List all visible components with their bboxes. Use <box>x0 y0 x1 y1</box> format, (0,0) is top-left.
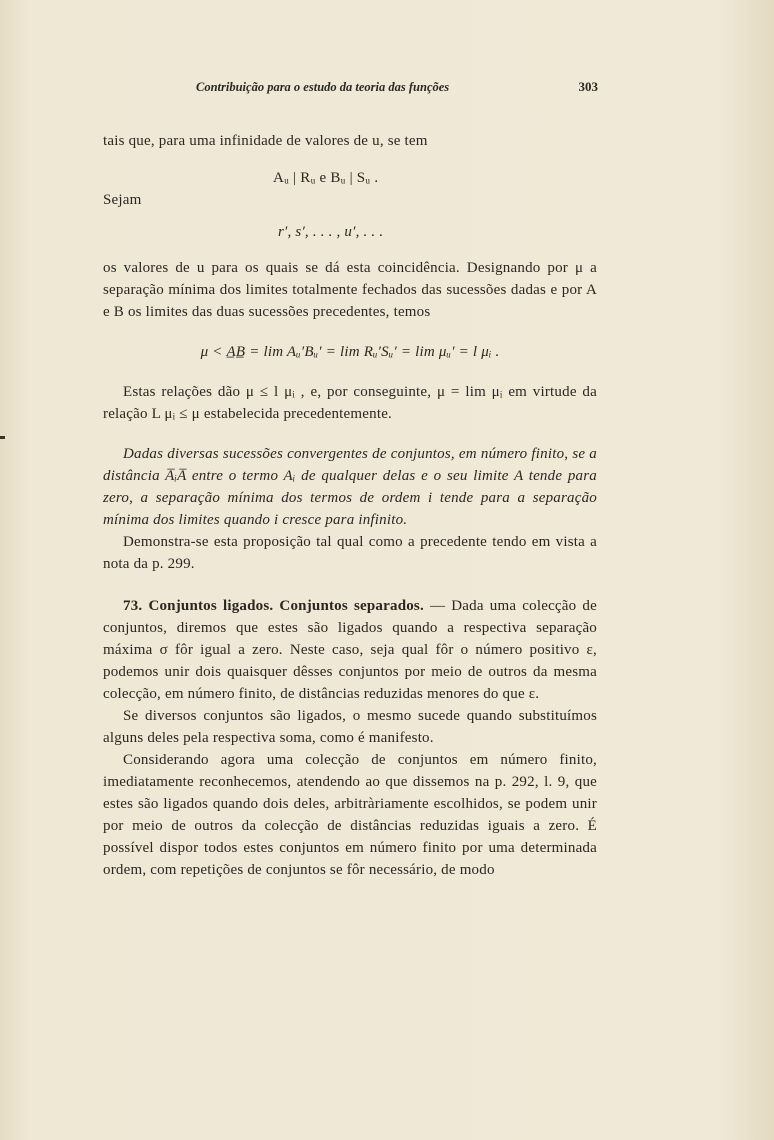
paragraph-demonstracao: Demonstra-se esta proposição tal qual como a precedente tendo em vista a nota da p. 299. <box>103 534 597 572</box>
spacer <box>103 243 597 257</box>
page-header <box>196 80 598 95</box>
page-edge-mark <box>0 436 5 439</box>
running-title: Contribuição para o estudo da teoria das funções <box>196 80 450 94</box>
theorem-statement: Dadas diversas sucessões convergentes de conjuntos, em número finito, se a distância A̅ᵢA̅ entre o termo Aᵢ de qualquer delas e o seu limite A tende para zero, a separação mínima dos termos de ordem i tende para a separação mínima dos limites quando i cresce para infinito. <box>103 446 597 528</box>
section-73 <box>103 595 597 705</box>
page-number: 303 <box>578 79 598 94</box>
paragraph-soma: Se diversos conjuntos são ligados, o mesmo sucede quando substituímos alguns deles pela respectiva soma, como é manifesto. <box>103 708 597 746</box>
section-text: — Dada uma colecção de conjuntos, diremos que estes são ligados quando a respectiva separação máxima σ fôr igual a zero. Neste caso, seja qual fôr o número positivo ε, podemos unir dois quaisquer dêsses conjuntos por meio de outros da mesma colecção, em número finito, de distâncias reduzidas menores do que ε. <box>103 598 597 702</box>
paragraph-relacoes: Estas relações dão μ ≤ l μᵢ , e, por conseguinte, μ = lim μᵢ em virtude da relação L μᵢ ≤ μ estabelecida precedentemente. <box>103 384 597 422</box>
formula-values: r′, s′, . . . , u′, . . . <box>278 224 384 240</box>
section-title: Conjuntos ligados. Conjuntos separados. <box>148 598 424 614</box>
paragraph-separacao: os valores de u para os quais se dá esta coincidência. Designando por μ a separação mínima dos limites totalmente fechados das sucessões dadas e por A e B os limites das duas sucessões precedentes, temos <box>103 260 597 320</box>
sejam-word: Sejam <box>103 192 142 208</box>
sejam-row <box>103 189 597 211</box>
page-body <box>103 130 597 881</box>
intro-line: tais que, para uma infinidade de valores de u, se tem <box>103 133 428 149</box>
formula-limits: μ < A̲B̲ = lim Aᵤ′Bᵤ′ = lim Rᵤ′Sᵤ′ = lim μᵤ′ = l μᵢ . <box>200 344 500 360</box>
section-number: 73. <box>123 598 143 614</box>
formula-coincidence: Aᵤ | Rᵤ e Bᵤ | Sᵤ . <box>273 170 379 186</box>
paragraph-numero-finito: Considerando agora uma colecção de conjuntos em número finito, imediatamente reconhecemos, atendendo ao que dissemos na p. 292, l. 9, que estes são ligados quando dois deles, arbitràriamente escolhidos, se podem unir por meio de outros da colecção de distâncias reduzidas iguais a zero. É possível dispor todos estes conjuntos em número finito por uma determinada ordem, com repetições de conjuntos se fôr necessário, de modo <box>103 752 597 878</box>
